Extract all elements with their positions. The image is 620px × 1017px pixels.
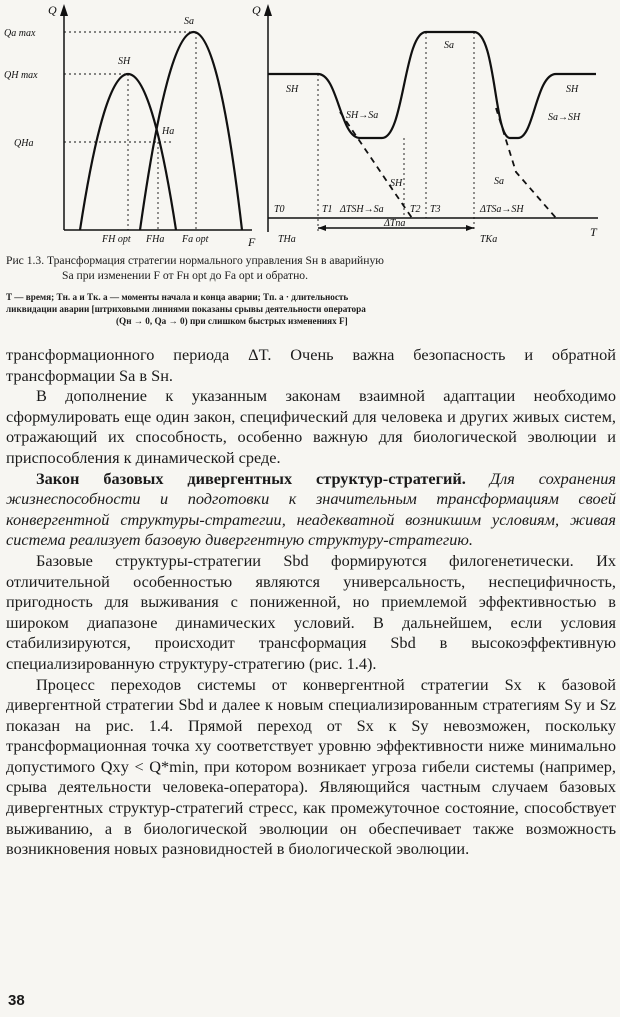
caption-line-1: Рис 1.3. Трансформация стратегии нормального управления Sн в аварийную (6, 254, 384, 267)
right-axis-q: Q (252, 3, 261, 17)
curve-sa-left (140, 32, 242, 230)
label-tka: TKa (480, 234, 498, 245)
label-sa-top: Sa (444, 40, 454, 51)
paragraph-3 (6, 469, 616, 551)
label-dt-sa-sh: ΔTSa→SH (480, 204, 524, 215)
law-title: Закон базовых дивергентных структур-стратегий. (36, 468, 466, 488)
label-dt-pa: ΔTпа (384, 218, 406, 229)
left-axis-q: Q (48, 3, 57, 17)
right-panel (252, 3, 598, 245)
label-qha: QHa (14, 138, 34, 149)
label-fh-opt: FH opt (102, 234, 131, 245)
label-sh-start: SH (286, 84, 299, 95)
label-fha: FHa (146, 234, 165, 245)
note-line-3: (Qн → 0, Qа → 0) при слишком быстрых изменениях F] (116, 316, 348, 326)
label-sh-end: SH (566, 84, 579, 95)
label-dt-sh-sa: ΔTSH→Sa (340, 204, 384, 215)
label-sh-left: SH (118, 56, 131, 67)
label-fa-opt: Fa opt (182, 234, 209, 245)
label-t2: T2 (410, 204, 421, 215)
figure-caption (6, 253, 614, 283)
label-sa-to-sh: Sa→SH (548, 112, 581, 123)
caption-line-2: Sа при изменении F от Fн opt до Fа opt и обратно. (62, 269, 308, 282)
paragraph-1: трансформационного периода ΔT. Очень важна безопасность и обратной трансформации Sа в Sн. (6, 345, 616, 385)
paragraph-2: В дополнение к указанным законам взаимной адаптации необходимо сформулировать еще один закон, специфический для человека и других живых систем, отражающий их способность, особенно важную для биологической эволюции и приспособления к динамической среде. (6, 386, 616, 467)
interval-arrow-right (466, 225, 474, 231)
left-axis-f: F (248, 235, 256, 249)
law-statement: Для сохранения жизнеспособности и подготовки к значительным трансформациям своей конвергентной структуры-стратегии, неадекватной возникшим условиям, живая система реализует базовую дивергентную структуру-стратегию. (6, 468, 616, 550)
figure-1-3 (0, 0, 620, 250)
figure-note (6, 291, 614, 327)
note-line-2: ликвидации аварии [штриховыми линиями показаны срывы деятельности оператора (6, 304, 366, 314)
label-sa-dashed: Sa (494, 176, 504, 187)
curve-main-right (268, 32, 596, 138)
note-line-1: T — время; Tн. а и Tк. а — моменты начала и конца аварии; Tп. а · длительность (6, 292, 349, 302)
label-t0: T0 (274, 204, 285, 215)
paragraph-4: Базовые структуры-стратегии Sbd формируются филогенетически. Их отличительной особенностью являются универсальность, неспецифичность, пригодность для выживания с пониженной, но приемлемой эффективностью в широком диапазоне динамических условий. В дальнейшем, если условия стабилизируются, происходит трансформация Sbd в высокоэффективную специализированную структуру-стратегию (рис. 1.4). (6, 550, 616, 673)
page-number: 38 (8, 992, 25, 1009)
label-ha: Ha (162, 126, 175, 137)
label-sh-dashed: SH (390, 178, 403, 189)
figure-svg (0, 0, 620, 250)
label-qa-max: Qa max (4, 28, 36, 39)
label-sa-left: Sa (184, 16, 194, 27)
label-tha: THa (278, 234, 296, 245)
right-y-arrow (264, 4, 272, 16)
label-sh-to-sa: SH→Sa (346, 110, 379, 121)
label-t1: T1 (322, 204, 333, 215)
left-y-arrow (60, 4, 68, 16)
right-axis-t: T (590, 225, 597, 239)
paragraph-5: Процесс переходов системы от конвергентной стратегии Sx к базовой дивергентной стратегии Sbd и далее к новым специализированным стратегиям Sy и Sz показан на рис. 1.4. Прямой переход от Sx к Sy невозможен, поскольку трансформационная точка xy соответствует уровню эффективности ниже минимально допустимого Qxy < Q*min, при котором возникает угроза гибели системы (например, срыва деятельности человека-оператора). Являющийся частным случаем базовых дивергентных структур-стратегий стресс, как промежуточное состояние, способствует выживанию, а в биологической эволюции он обеспечивает также возможность возникновения новых разновидностей в биологической эволюции. (6, 674, 616, 859)
interval-arrow-left (318, 225, 326, 231)
dash-sa-fail (496, 108, 556, 218)
left-panel (4, 3, 256, 249)
dash-sh-fail (340, 112, 412, 218)
label-t3: T3 (430, 204, 441, 215)
curve-sh-left (80, 74, 176, 230)
label-qh-max: QH max (4, 70, 38, 81)
body-text (6, 345, 616, 860)
